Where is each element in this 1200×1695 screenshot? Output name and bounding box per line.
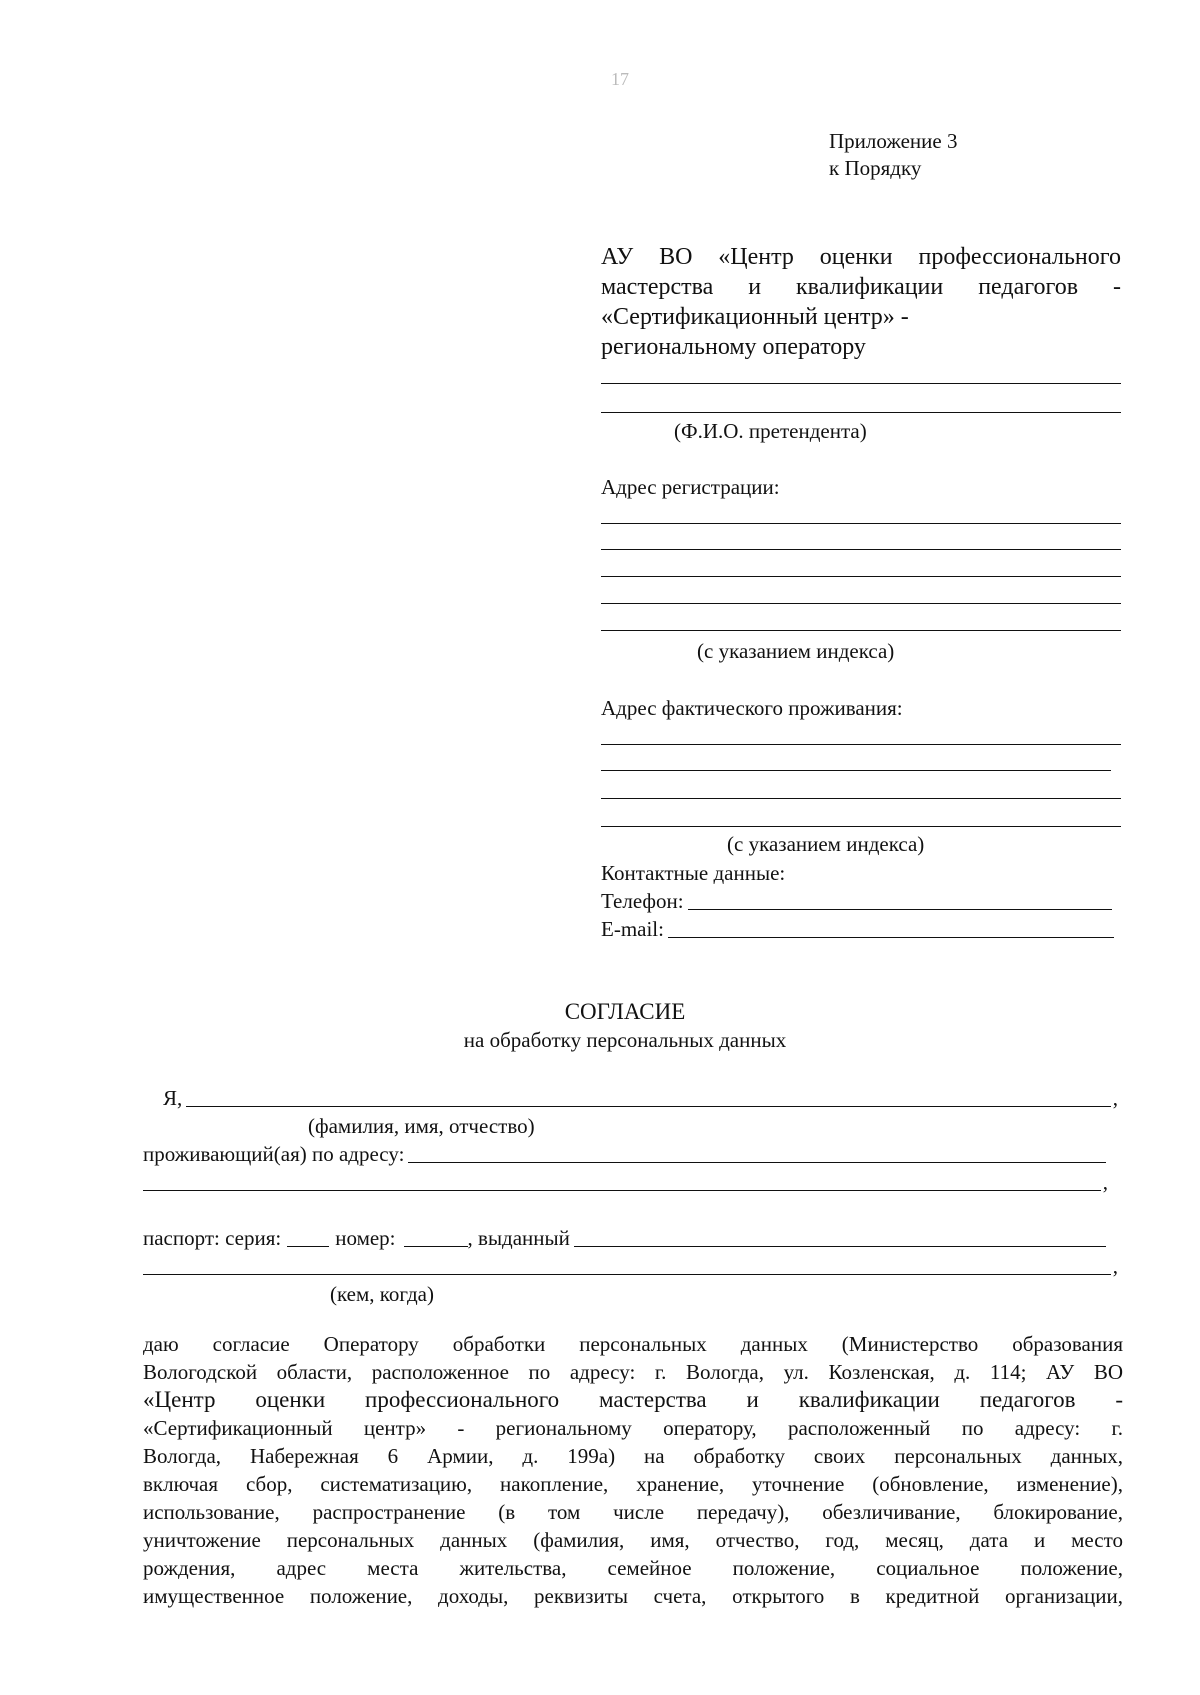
reg-address-line-2[interactable] xyxy=(601,549,1121,550)
passport-series-field[interactable] xyxy=(287,1245,329,1247)
actual-address-line-4[interactable] xyxy=(601,826,1121,827)
name-row xyxy=(163,1085,1118,1112)
full-name-field[interactable] xyxy=(186,1105,1110,1107)
appendix-note xyxy=(829,128,957,183)
actual-index-caption: (с указанием индекса) xyxy=(727,832,925,856)
issued-comma: , xyxy=(1112,1254,1118,1278)
email-label: E-mail: xyxy=(601,917,664,941)
reg-address-line-4[interactable] xyxy=(601,603,1121,604)
body-line: уничтожение персональных данных (фамилия, имя, отчество, год, месяц, дата и место xyxy=(143,1528,1123,1552)
addressee-line-2: мастерства и квалификации педагогов - xyxy=(601,274,1121,300)
addressee-block xyxy=(601,242,1121,362)
passport-number-label: номер: xyxy=(335,1226,396,1250)
actual-address-label: Адрес фактического проживания: xyxy=(601,696,903,720)
body-line: использование, распространение (в том числе передачу), обезличивание, блокирование, xyxy=(143,1500,1123,1524)
fio-line-2[interactable] xyxy=(601,412,1121,413)
appendix-line-2: к Порядку xyxy=(829,156,922,181)
reg-address-line-1[interactable] xyxy=(601,523,1121,524)
fio-line-1[interactable] xyxy=(601,383,1121,384)
addressee-line-4: региональному оператору xyxy=(601,334,866,360)
i-label: Я, xyxy=(163,1086,183,1110)
email-row xyxy=(601,916,1116,943)
address-label: проживающий(ая) по адресу: xyxy=(143,1142,405,1166)
body-line: Вологда, Набережная 6 Армии, д. 199а) на обработку своих персональных данных, xyxy=(143,1444,1123,1468)
body-line: рождения, адрес места жительства, семейное положение, социальное положение, xyxy=(143,1556,1123,1580)
reg-address-line-5[interactable] xyxy=(601,630,1121,631)
issued-by-field-2[interactable] xyxy=(143,1273,1111,1275)
body-line: Вологодской области, расположенное по адресу: г. Вологда, ул. Козленская, д. 114; АУ ВО xyxy=(143,1360,1123,1384)
contacts-label: Контактные данные: xyxy=(601,861,786,885)
residence-address-field[interactable] xyxy=(408,1161,1106,1163)
name-caption: (фамилия, имя, отчество) xyxy=(308,1114,535,1138)
phone-field[interactable] xyxy=(688,908,1112,910)
addressee-line-3: «Сертификационный центр» - xyxy=(601,304,909,330)
residence-address-field-2[interactable] xyxy=(143,1189,1101,1191)
page-number: 17 xyxy=(611,69,629,89)
address-comma: , xyxy=(1102,1170,1108,1194)
actual-address-line-2[interactable] xyxy=(601,770,1111,771)
document-title: СОГЛАСИЕ xyxy=(564,999,686,1024)
consent-body xyxy=(143,1330,1123,1610)
body-line: «Сертификационный центр» - региональному оператору, расположенный по адресу: г. xyxy=(143,1416,1123,1440)
body-line: даю согласие Оператору обработки персональных данных (Министерство образования xyxy=(143,1332,1123,1356)
reg-address-line-3[interactable] xyxy=(601,576,1121,577)
reg-address-label: Адрес регистрации: xyxy=(601,475,780,499)
issued-label: , выданный xyxy=(467,1226,570,1250)
address-row xyxy=(143,1141,1108,1168)
addressee-line-1: АУ ВО «Центр оценки профессионального xyxy=(601,244,1121,270)
address-row-2 xyxy=(143,1169,1108,1196)
passport-row xyxy=(143,1225,1108,1252)
actual-address-line-1[interactable] xyxy=(601,744,1121,745)
actual-address-line-3[interactable] xyxy=(601,798,1121,799)
document-subtitle: на обработку персональных данных xyxy=(463,1028,787,1052)
passport-series-label: паспорт: серия: xyxy=(143,1226,282,1250)
body-line: «Центр оценки профессионального мастерства и квалификации педагогов - xyxy=(143,1387,1123,1412)
passport-number-field[interactable] xyxy=(404,1245,468,1247)
email-field[interactable] xyxy=(668,936,1114,938)
name-comma: , xyxy=(1112,1086,1118,1110)
issued-caption: (кем, когда) xyxy=(330,1282,434,1306)
issued-row-2 xyxy=(143,1253,1118,1280)
body-line: включая сбор, систематизацию, накопление, хранение, уточнение (обновление, изменение), xyxy=(143,1472,1123,1496)
fio-caption: (Ф.И.О. претендента) xyxy=(674,419,867,443)
body-line: имущественное положение, доходы, реквизиты счета, открытого в кредитной организации, xyxy=(143,1584,1123,1608)
issued-by-field[interactable] xyxy=(574,1245,1106,1247)
phone-row xyxy=(601,888,1114,915)
appendix-line-1: Приложение 3 xyxy=(829,129,958,153)
phone-label: Телефон: xyxy=(601,889,684,913)
reg-index-caption: (с указанием индекса) xyxy=(697,639,895,663)
